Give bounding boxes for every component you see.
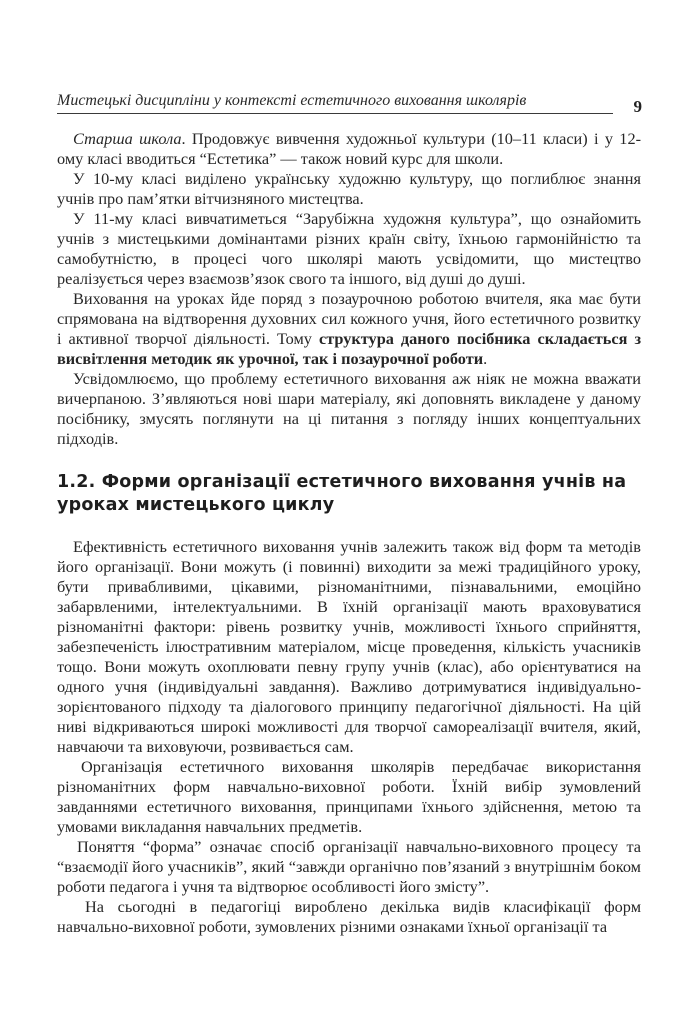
paragraph-lead-italic: Старша школа [73,129,182,148]
paragraph: Поняття “форма” означає спосіб організації навчально-виховного процесу та “взаємодії його учасників”, який “завжди органічно пов’язаний з внутрішнім боком роботи педагога і учня та відтворює особливості його змісту”. [57,837,641,896]
paragraph: Організація естетичного виховання школярів передбачає використання різноманітних форм навчально-виховної роботи. Їхній вибір зумовлений завданнями естетичного виховання, принципами їхнього здійснення, метою та умовами викладання навчальних предметів. [57,757,641,836]
body-text [57,129,641,937]
paragraph-bold-text: структура даного посібника складається з висвітлення методик як урочної, так і позаурочної роботи [57,329,641,368]
running-title: Мистецькі дисципліни у контексті естетичного виховання школярів [57,92,527,109]
paragraph-text: Виховання на уроках йде поряд з позаурочною роботою вчителя, яка має бути спрямована на відтворення духовних сил кожного учня, його естетичного розвитку і активної творчої діяльності. Тому [57,289,641,348]
paragraph [57,289,641,369]
paragraph: Ефективність естетичного виховання учнів залежить також від форм та методів його організації. Вони можуть (і повинні) виходити за межі традиційного уроку, бути привабливими, цікавими, різноманітними, пізнавальними, емоційно забарвленими, інтелектуальними. В їхній організації мають враховуватися різноманітні фактори: рівень розвитку учнів, можливості їхнього сприйняття, забезпеченість ілюстративним матеріалом, місце проведення, кількість учасників тощо. Вони можуть охоплювати певну групу учнів (клас), або орієнтуватися на одного учня (індивідуальні завдання). Важливо дотримуватися індивідуально-зорієнтованого підходу та діалогового принципу педагогічної діяльності. На цій ниві відкриваються широкі можливості для творчої самореалізації вчителя, який, навчаючи та виховуючи, розвивається сам. [57,537,641,756]
paragraph: Усвідомлюємо, що проблему естетичного виховання аж ніяк не можна вважати вичерпаною. З’являються нові шари матеріалу, які доповнять викладене у даному посібнику, змусять поглянути на ці питання з погляду інших концептуальних підходів. [57,369,641,448]
paragraph [57,129,641,169]
header-rule [57,113,613,114]
paragraph: На сьогодні в педагогіці вироблено декілька видів класифікації форм навчально-виховної роботи, зумовлених різними ознаками їхньої організації та [57,897,641,936]
paragraph-text: . Продовжує вивчення художньої культури (10–11 класи) і у 12-ому класі вводиться “Естетика” — також новий курс для школи. [57,129,642,168]
paragraph: У 11-му класі вивчатиметься “Зарубіжна художня культура”, що ознайомить учнів з мистецькими домінантами різних країн світу, їхньою гармонійністю та самобутністю, в процесі чого школярі мають усвідомити, що мистецтво реалізується через взаємозв’язок свого та іншого, від душі до душі. [57,209,641,288]
section-heading: 1.2. Форми організації естетичного виховання учнів на уроках мистецького циклу [57,472,627,515]
paragraph: У 10-му класі виділено українську художню культуру, що поглиблює знання учнів про пам’ятки вітчизняного мистецтва. [57,169,641,208]
page-number: 9 [633,97,642,116]
running-header [57,92,613,116]
paragraph-text: . [483,349,488,368]
